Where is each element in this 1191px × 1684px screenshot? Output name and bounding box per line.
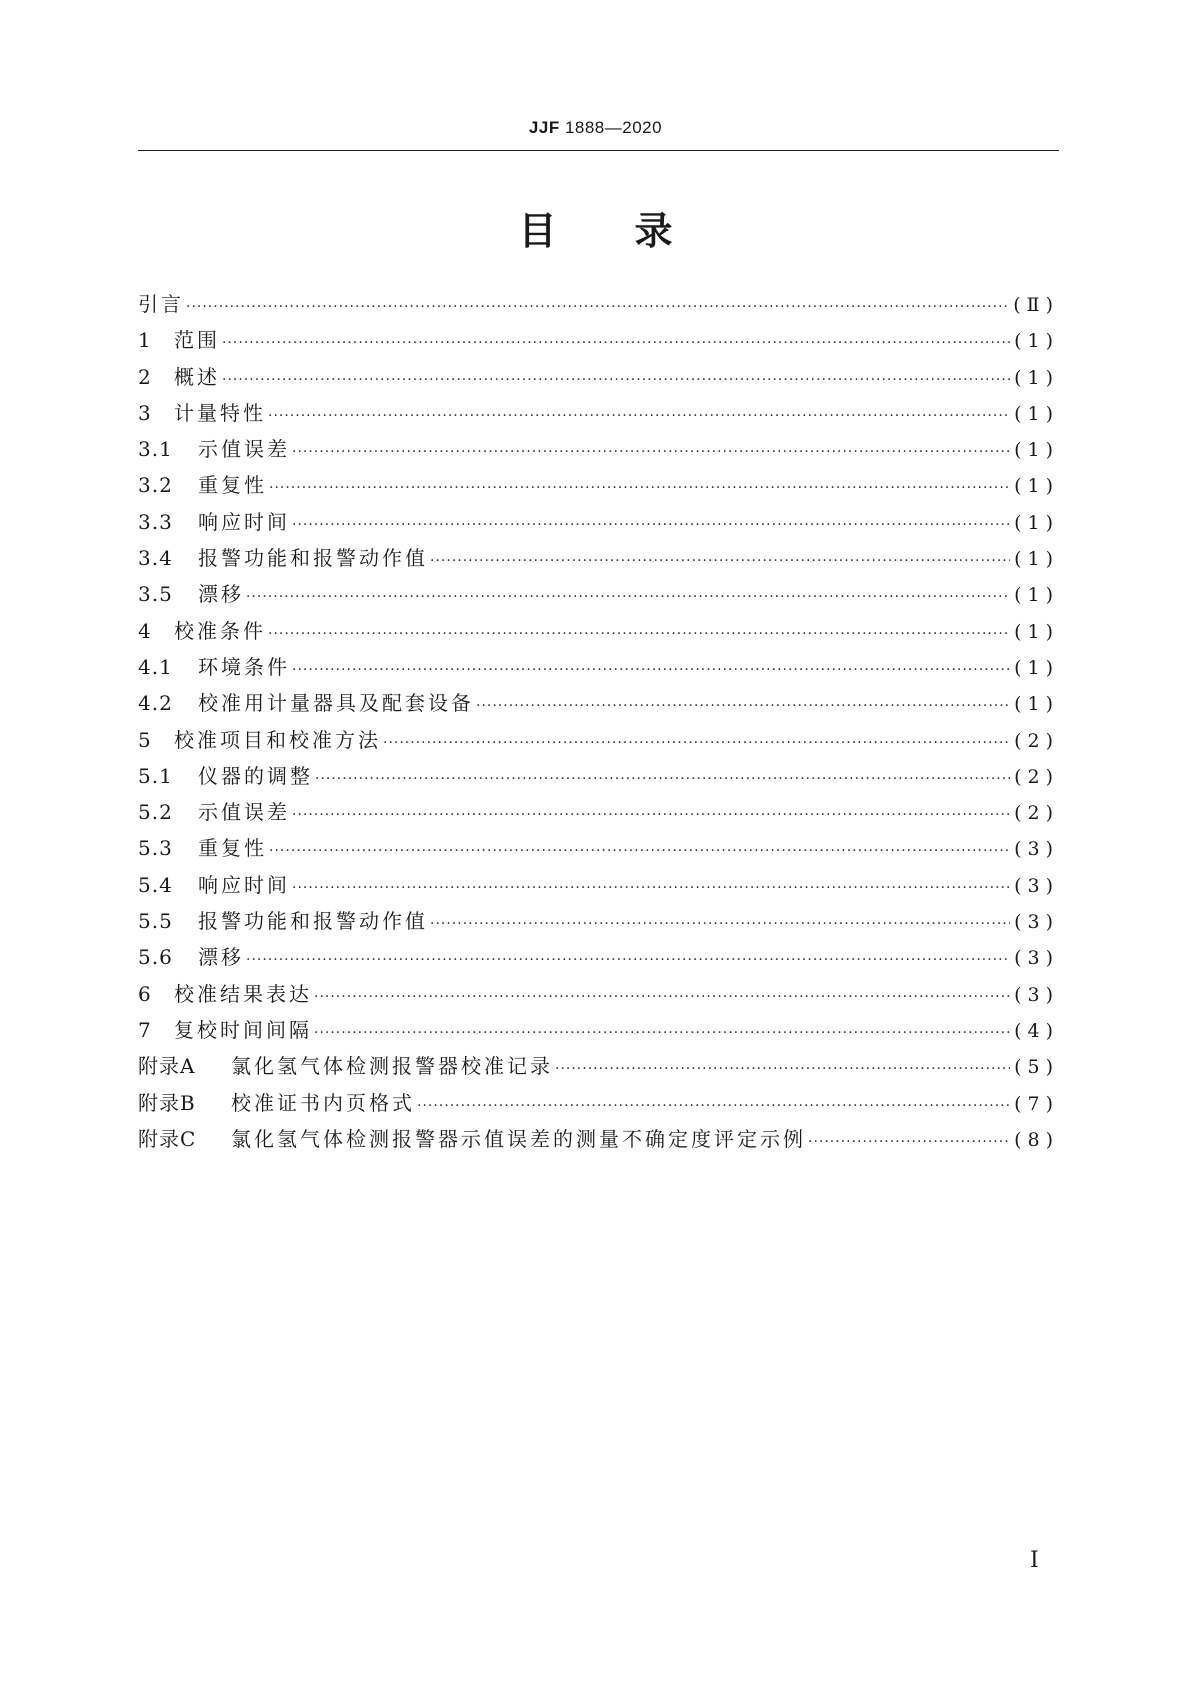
toc-entry-label bbox=[138, 615, 268, 644]
toc-entry-title: 校准条件 bbox=[174, 618, 266, 643]
toc-entry[interactable] bbox=[138, 1123, 1059, 1159]
toc-entry[interactable] bbox=[138, 578, 1059, 614]
toc-entry[interactable] bbox=[138, 469, 1059, 505]
toc-entry-number: 5.2 bbox=[138, 800, 173, 825]
toc-entry[interactable] bbox=[138, 724, 1059, 760]
toc-entry-page: (3) bbox=[1014, 911, 1059, 934]
toc-entry-number: 3 bbox=[138, 400, 152, 425]
toc-dot-leader bbox=[292, 662, 1010, 678]
toc-entry-number: 3.3 bbox=[138, 509, 173, 534]
toc-entry-label bbox=[138, 869, 292, 898]
document-code-prefix: JJF bbox=[528, 118, 560, 137]
toc-entry-label bbox=[138, 1087, 417, 1116]
toc-entry-label bbox=[138, 651, 292, 680]
toc-entry-label bbox=[138, 687, 476, 716]
page-title: 目录 bbox=[518, 209, 751, 253]
toc-dot-leader bbox=[555, 1061, 1010, 1077]
document-code bbox=[0, 118, 1191, 138]
toc-entry[interactable] bbox=[138, 905, 1059, 941]
toc-entry-page: (1) bbox=[1014, 366, 1059, 389]
toc-entry-number: 4.2 bbox=[138, 691, 173, 716]
toc-entry-title: 示值误差 bbox=[198, 800, 290, 825]
toc-entry-number: 5.4 bbox=[138, 872, 173, 897]
toc-entry-label bbox=[138, 361, 222, 390]
toc-entry[interactable] bbox=[138, 651, 1059, 687]
toc-entry-number: 5 bbox=[138, 727, 152, 752]
toc-entry[interactable] bbox=[138, 687, 1059, 723]
toc-entry-label bbox=[138, 433, 292, 462]
toc-entry[interactable] bbox=[138, 869, 1059, 905]
toc-entry[interactable] bbox=[138, 978, 1059, 1014]
toc-entry-title: 示值误差 bbox=[198, 437, 290, 462]
toc-entry-label bbox=[138, 324, 222, 353]
toc-entry-label bbox=[138, 724, 383, 753]
toc-entry-page: (Ⅱ) bbox=[1013, 294, 1059, 316]
toc-entry[interactable] bbox=[138, 397, 1059, 433]
toc-entry[interactable] bbox=[138, 1087, 1059, 1123]
toc-entry-label bbox=[138, 905, 430, 934]
toc-entry-page: (1) bbox=[1014, 548, 1059, 571]
toc-entry-number: 4 bbox=[138, 618, 152, 643]
toc-entry-page: (1) bbox=[1014, 584, 1059, 607]
toc-entry[interactable] bbox=[138, 1014, 1059, 1050]
toc-entry[interactable] bbox=[138, 361, 1059, 397]
toc-dot-leader bbox=[269, 480, 1010, 496]
toc-entry-number: 附录C bbox=[138, 1126, 197, 1151]
toc-entry-number: 7 bbox=[138, 1017, 152, 1042]
toc-dot-leader bbox=[292, 444, 1010, 460]
toc-entry[interactable] bbox=[138, 1050, 1059, 1086]
toc-dot-leader bbox=[268, 626, 1010, 642]
toc-entry[interactable] bbox=[138, 832, 1059, 868]
toc-dot-leader bbox=[222, 372, 1010, 388]
toc-entry-title: 响应时间 bbox=[198, 872, 290, 897]
toc-entry-title: 重复性 bbox=[198, 473, 267, 498]
toc-entry-label bbox=[138, 542, 430, 571]
toc-entry-page: (8) bbox=[1014, 1128, 1059, 1151]
toc-entry-title: 引言 bbox=[138, 292, 184, 316]
toc-entry-page: (4) bbox=[1014, 1019, 1059, 1042]
toc-dot-leader bbox=[315, 771, 1010, 787]
table-of-contents bbox=[138, 288, 1059, 1159]
toc-entry[interactable] bbox=[138, 760, 1059, 796]
toc-entry-number: 附录A bbox=[138, 1054, 196, 1079]
toc-entry-title: 复校时间间隔 bbox=[174, 1017, 312, 1042]
toc-entry-label bbox=[138, 978, 314, 1007]
toc-entry-page: (1) bbox=[1014, 511, 1059, 534]
toc-entry-number: 2 bbox=[138, 364, 152, 389]
toc-dot-leader bbox=[246, 952, 1010, 968]
toc-dot-leader bbox=[222, 335, 1010, 351]
toc-entry-title: 环境条件 bbox=[198, 654, 290, 679]
toc-entry-label bbox=[138, 397, 268, 426]
toc-entry-title: 校准用计量器具及配套设备 bbox=[198, 691, 474, 716]
toc-dot-leader bbox=[246, 589, 1010, 605]
toc-entry-page: (7) bbox=[1014, 1092, 1059, 1115]
toc-dot-leader bbox=[430, 553, 1010, 569]
toc-entry-page: (1) bbox=[1014, 620, 1059, 643]
toc-entry-number: 1 bbox=[138, 328, 152, 353]
toc-dot-leader bbox=[417, 1098, 1010, 1114]
toc-entry-label bbox=[138, 760, 315, 789]
document-code-number: 1888—2020 bbox=[564, 118, 663, 137]
toc-entry-page: (1) bbox=[1014, 656, 1059, 679]
page-number: Ⅰ bbox=[1030, 1548, 1039, 1573]
toc-entry-title: 校准结果表达 bbox=[174, 981, 312, 1006]
toc-entry-label bbox=[138, 506, 292, 535]
toc-entry-number: 3.4 bbox=[138, 546, 173, 571]
toc-entry-label bbox=[138, 578, 246, 607]
toc-dot-leader bbox=[268, 408, 1010, 424]
toc-entry-title: 概述 bbox=[174, 364, 220, 389]
toc-entry-title: 仪器的调整 bbox=[198, 763, 313, 788]
toc-entry-number: 3.1 bbox=[138, 437, 173, 462]
toc-entry-page: (1) bbox=[1014, 439, 1059, 462]
toc-dot-leader bbox=[383, 735, 1010, 751]
toc-entry-title: 氯化氢气体检测报警器示值误差的测量不确定度评定示例 bbox=[231, 1126, 806, 1151]
toc-entry-number: 3.2 bbox=[138, 473, 173, 498]
toc-entry-page: (3) bbox=[1014, 983, 1059, 1006]
toc-dot-leader bbox=[269, 843, 1010, 859]
toc-dot-leader bbox=[430, 916, 1010, 932]
toc-entry[interactable] bbox=[138, 324, 1059, 360]
toc-entry-title: 报警功能和报警动作值 bbox=[198, 546, 428, 571]
toc-entry-number: 5.3 bbox=[138, 836, 173, 861]
toc-entry-label bbox=[138, 288, 186, 317]
toc-entry-number: 6 bbox=[138, 981, 152, 1006]
header-rule bbox=[138, 150, 1059, 151]
toc-entry-page: (1) bbox=[1014, 402, 1059, 425]
toc-entry-title: 校准项目和校准方法 bbox=[174, 727, 381, 752]
toc-entry-title: 范围 bbox=[174, 328, 220, 353]
toc-entry-page: (2) bbox=[1014, 765, 1059, 788]
toc-entry-page: (1) bbox=[1014, 475, 1059, 498]
toc-entry-number: 4.1 bbox=[138, 654, 173, 679]
toc-dot-leader bbox=[476, 698, 1010, 714]
toc-entry-title: 重复性 bbox=[198, 836, 267, 861]
toc-entry-number: 5.5 bbox=[138, 909, 173, 934]
toc-entry-label bbox=[138, 1014, 314, 1043]
toc-entry-number: 5.6 bbox=[138, 945, 173, 970]
toc-entry-title: 漂移 bbox=[198, 582, 244, 607]
toc-entry-page: (3) bbox=[1014, 838, 1059, 861]
toc-entry-page: (5) bbox=[1014, 1056, 1059, 1079]
toc-entry-label bbox=[138, 1050, 555, 1079]
toc-entry-title: 漂移 bbox=[198, 945, 244, 970]
toc-entry-label bbox=[138, 941, 246, 970]
toc-entry-page: (3) bbox=[1014, 947, 1059, 970]
toc-entry-number: 5.1 bbox=[138, 763, 173, 788]
toc-dot-leader bbox=[292, 880, 1010, 896]
toc-dot-leader bbox=[292, 807, 1010, 823]
toc-entry-label bbox=[138, 796, 292, 825]
toc-dot-leader bbox=[314, 1025, 1010, 1041]
toc-entry-page: (2) bbox=[1014, 802, 1059, 825]
toc-entry[interactable] bbox=[138, 506, 1059, 542]
toc-dot-leader bbox=[186, 299, 1009, 315]
toc-entry-page: (3) bbox=[1014, 874, 1059, 897]
toc-entry[interactable] bbox=[138, 796, 1059, 832]
toc-entry-number: 附录B bbox=[138, 1090, 196, 1115]
toc-dot-leader bbox=[292, 517, 1010, 533]
toc-entry-label bbox=[138, 832, 269, 861]
toc-entry-page: (1) bbox=[1014, 330, 1059, 353]
toc-entry[interactable] bbox=[138, 941, 1059, 977]
toc-entry-title: 响应时间 bbox=[198, 509, 290, 534]
toc-entry-title: 校准证书内页格式 bbox=[231, 1090, 415, 1115]
toc-entry-number: 3.5 bbox=[138, 582, 173, 607]
toc-entry-label bbox=[138, 469, 269, 498]
toc-entry[interactable] bbox=[138, 288, 1059, 324]
toc-entry-title: 报警功能和报警动作值 bbox=[198, 909, 428, 934]
toc-entry[interactable] bbox=[138, 542, 1059, 578]
toc-entry-title: 计量特性 bbox=[174, 400, 266, 425]
toc-entry-page: (1) bbox=[1014, 693, 1059, 716]
toc-dot-leader bbox=[314, 989, 1010, 1005]
toc-entry-page: (2) bbox=[1014, 729, 1059, 752]
toc-entry-title: 氯化氢气体检测报警器校准记录 bbox=[231, 1054, 553, 1079]
toc-entry[interactable] bbox=[138, 615, 1059, 651]
toc-entry-label bbox=[138, 1123, 808, 1152]
toc-dot-leader bbox=[808, 1134, 1010, 1150]
toc-entry[interactable] bbox=[138, 433, 1059, 469]
